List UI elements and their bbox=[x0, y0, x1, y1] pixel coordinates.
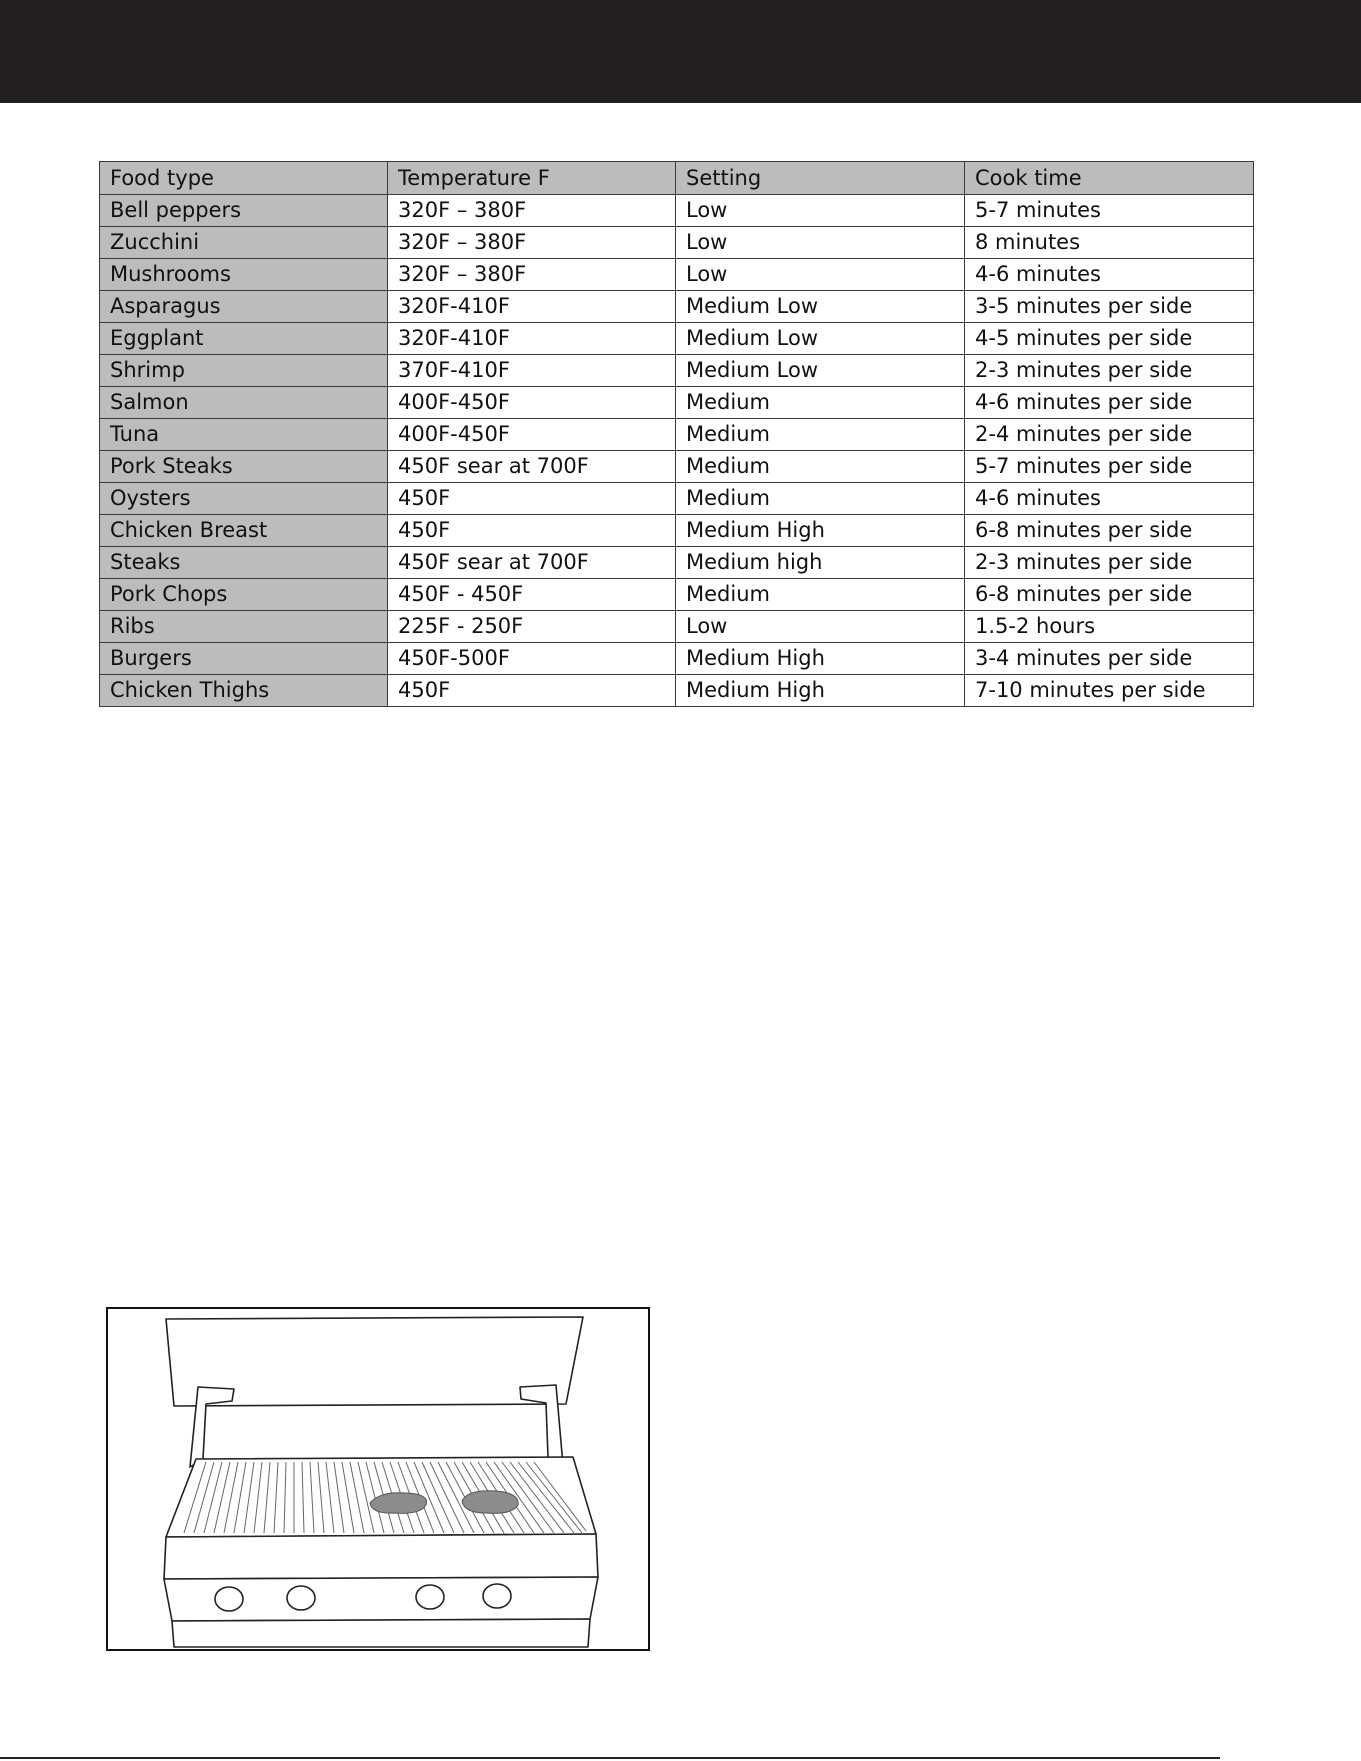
table-row bbox=[100, 611, 1254, 643]
header-food-type: Food type bbox=[100, 162, 388, 195]
bottom-rule bbox=[0, 1757, 1220, 1759]
cell-food: Shrimp bbox=[100, 355, 388, 387]
grill-base bbox=[172, 1619, 590, 1647]
knob-1 bbox=[215, 1587, 243, 1611]
table-row bbox=[100, 355, 1254, 387]
knob-2 bbox=[287, 1586, 315, 1610]
table-row bbox=[100, 323, 1254, 355]
cell-setting: Low bbox=[676, 227, 965, 259]
cell-setting: Medium bbox=[676, 451, 965, 483]
table-row bbox=[100, 291, 1254, 323]
cell-setting: Medium High bbox=[676, 643, 965, 675]
table-row bbox=[100, 387, 1254, 419]
cell-time: 7-10 minutes per side bbox=[965, 675, 1254, 707]
knob-4 bbox=[483, 1584, 511, 1608]
cell-setting: Medium High bbox=[676, 515, 965, 547]
cell-time: 2-3 minutes per side bbox=[965, 355, 1254, 387]
table-row bbox=[100, 259, 1254, 291]
cell-setting: Medium bbox=[676, 579, 965, 611]
cell-food: Pork Steaks bbox=[100, 451, 388, 483]
table-row bbox=[100, 547, 1254, 579]
header-setting: Setting bbox=[676, 162, 965, 195]
table-row bbox=[100, 195, 1254, 227]
cell-temp: 400F-450F bbox=[388, 419, 676, 451]
table-header-row bbox=[100, 162, 1254, 195]
cell-temp: 450F bbox=[388, 675, 676, 707]
cell-setting: Medium High bbox=[676, 675, 965, 707]
cell-time: 2-3 minutes per side bbox=[965, 547, 1254, 579]
cell-temp: 225F - 250F bbox=[388, 611, 676, 643]
cell-setting: Medium bbox=[676, 419, 965, 451]
cell-temp: 450F - 450F bbox=[388, 579, 676, 611]
cell-food: Chicken Breast bbox=[100, 515, 388, 547]
cell-time: 4-6 minutes per side bbox=[965, 387, 1254, 419]
cell-setting: Low bbox=[676, 611, 965, 643]
cell-time: 5-7 minutes per side bbox=[965, 451, 1254, 483]
table-row bbox=[100, 451, 1254, 483]
cell-temp: 320F-410F bbox=[388, 291, 676, 323]
cell-food: Eggplant bbox=[100, 323, 388, 355]
cell-setting: Medium Low bbox=[676, 355, 965, 387]
cell-food: Mushrooms bbox=[100, 259, 388, 291]
cell-setting: Medium bbox=[676, 483, 965, 515]
table-body bbox=[100, 195, 1254, 707]
grill-front-rim bbox=[164, 1534, 598, 1579]
table-row bbox=[100, 579, 1254, 611]
cell-temp: 450F-500F bbox=[388, 643, 676, 675]
cell-temp: 450F bbox=[388, 483, 676, 515]
cell-food: Ribs bbox=[100, 611, 388, 643]
cooking-guide-table bbox=[99, 161, 1254, 707]
cell-time: 4-6 minutes bbox=[965, 483, 1254, 515]
cell-setting: Medium high bbox=[676, 547, 965, 579]
cell-temp: 450F sear at 700F bbox=[388, 451, 676, 483]
cell-time: 4-6 minutes bbox=[965, 259, 1254, 291]
cell-setting: Low bbox=[676, 259, 965, 291]
grill-drawing bbox=[108, 1309, 648, 1649]
cell-time: 1.5-2 hours bbox=[965, 611, 1254, 643]
cell-time: 2-4 minutes per side bbox=[965, 419, 1254, 451]
cell-setting: Medium Low bbox=[676, 323, 965, 355]
cell-temp: 320F – 380F bbox=[388, 227, 676, 259]
cell-food: Oysters bbox=[100, 483, 388, 515]
cell-temp: 320F – 380F bbox=[388, 259, 676, 291]
cell-temp: 370F-410F bbox=[388, 355, 676, 387]
cell-food: Bell peppers bbox=[100, 195, 388, 227]
steak-right bbox=[462, 1491, 518, 1514]
header-bar bbox=[0, 0, 1361, 103]
cell-temp: 400F-450F bbox=[388, 387, 676, 419]
header-cook-time: Cook time bbox=[965, 162, 1254, 195]
cell-food: Pork Chops bbox=[100, 579, 388, 611]
cell-time: 8 minutes bbox=[965, 227, 1254, 259]
cell-time: 6-8 minutes per side bbox=[965, 579, 1254, 611]
cell-food: Chicken Thighs bbox=[100, 675, 388, 707]
grill-illustration bbox=[106, 1307, 650, 1651]
table-row bbox=[100, 227, 1254, 259]
cell-time: 3-5 minutes per side bbox=[965, 291, 1254, 323]
cell-setting: Low bbox=[676, 195, 965, 227]
cell-time: 5-7 minutes bbox=[965, 195, 1254, 227]
table-row bbox=[100, 643, 1254, 675]
knob-3 bbox=[416, 1585, 444, 1609]
left-wind-guard bbox=[190, 1387, 234, 1467]
cell-temp: 320F-410F bbox=[388, 323, 676, 355]
right-wind-guard bbox=[520, 1385, 563, 1465]
cell-food: Tuna bbox=[100, 419, 388, 451]
cell-temp: 450F bbox=[388, 515, 676, 547]
cell-food: Burgers bbox=[100, 643, 388, 675]
table-row bbox=[100, 515, 1254, 547]
cell-temp: 320F – 380F bbox=[388, 195, 676, 227]
cell-setting: Medium Low bbox=[676, 291, 965, 323]
cell-food: Zucchini bbox=[100, 227, 388, 259]
cell-food: Steaks bbox=[100, 547, 388, 579]
cell-time: 4-5 minutes per side bbox=[965, 323, 1254, 355]
cell-food: Salmon bbox=[100, 387, 388, 419]
header-temperature: Temperature F bbox=[388, 162, 676, 195]
cell-time: 3-4 minutes per side bbox=[965, 643, 1254, 675]
cell-temp: 450F sear at 700F bbox=[388, 547, 676, 579]
cell-setting: Medium bbox=[676, 387, 965, 419]
table-row bbox=[100, 675, 1254, 707]
table-row bbox=[100, 419, 1254, 451]
table-row bbox=[100, 483, 1254, 515]
cell-food: Asparagus bbox=[100, 291, 388, 323]
cell-time: 6-8 minutes per side bbox=[965, 515, 1254, 547]
